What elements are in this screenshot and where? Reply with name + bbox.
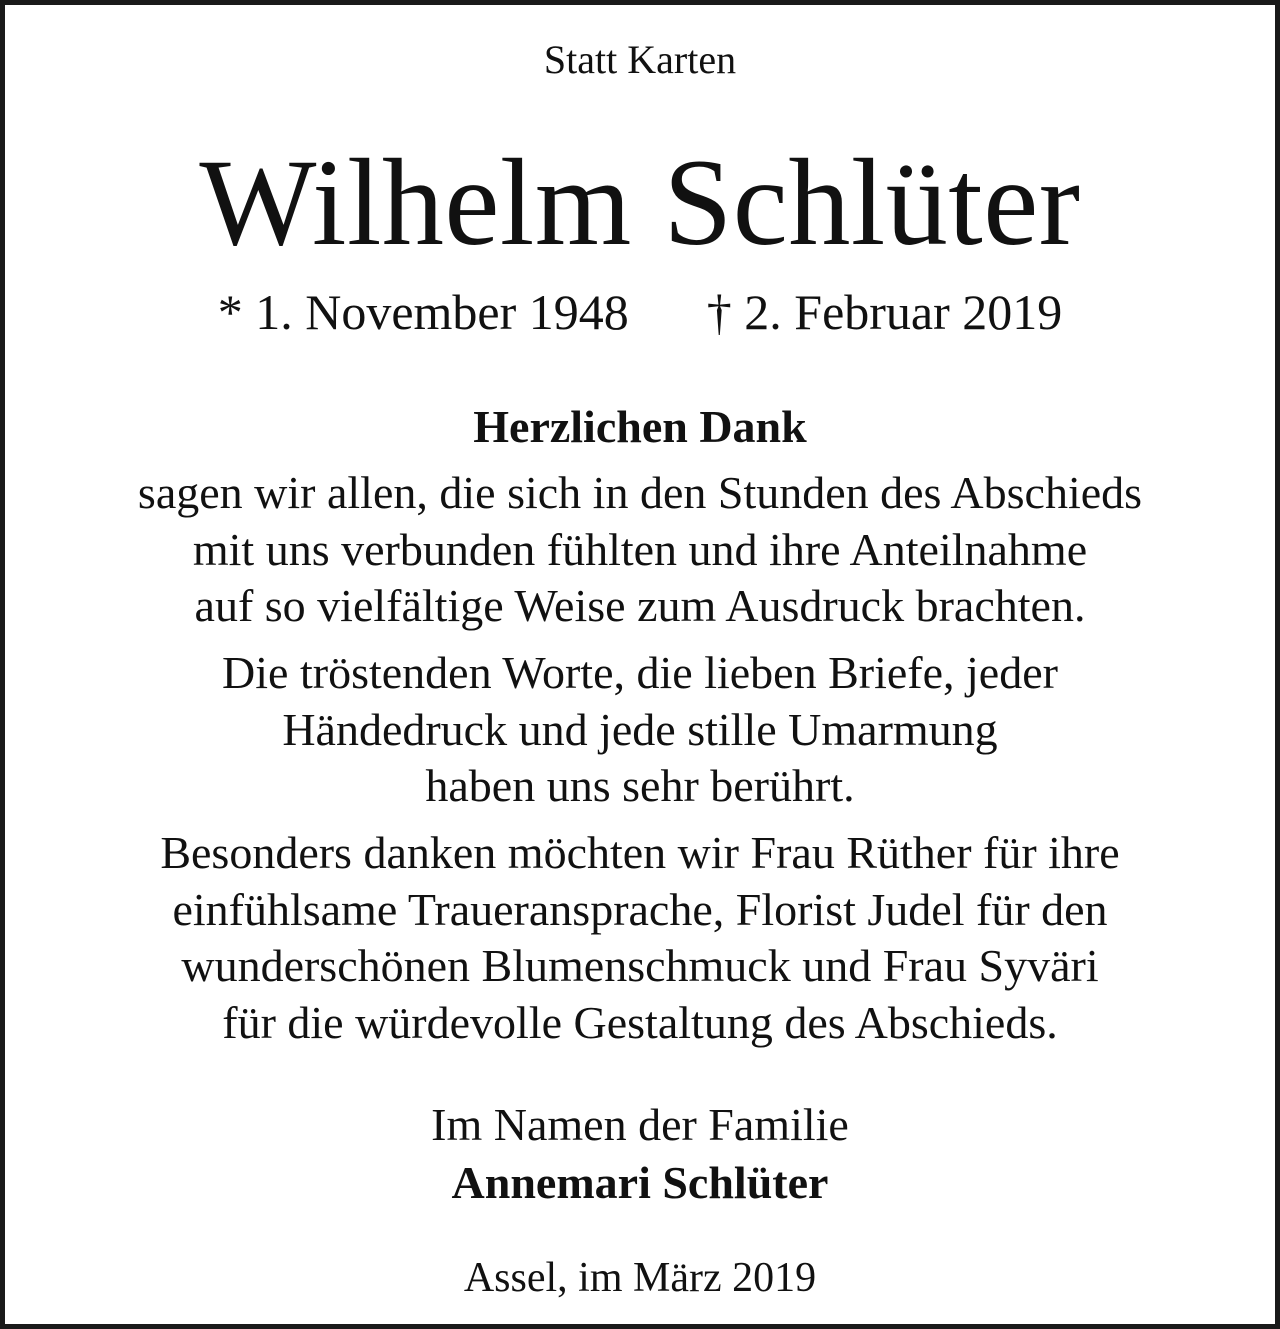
paragraph-line: haben uns sehr berührt. — [425, 760, 855, 811]
life-dates — [5, 283, 1275, 341]
paragraph-line: einfühlsame Traueransprache, Florist Judel für den — [172, 883, 1108, 935]
paragraph-line: Die tröstenden Worte, die lieben Briefe, jeder — [222, 647, 1058, 698]
paragraph-line: Besonders danken möchten wir Frau Rüther für ihre — [160, 827, 1120, 878]
paragraph-line: Händedruck und jede stille Umarmung — [282, 703, 998, 755]
paragraph-comfort — [5, 645, 1275, 815]
birth-date: * 1. November 1948 — [217, 284, 629, 340]
paragraph-line: mit uns verbunden fühlten und ihre Anteilnahme — [192, 523, 1088, 575]
death-date: † 2. Februar 2019 — [706, 284, 1063, 340]
paragraph-line: auf so vielfältige Weise zum Ausdruck brachten. — [194, 580, 1086, 631]
signer-name: Annemari Schlüter — [451, 1157, 829, 1208]
thanks-heading: Herzlichen Dank — [473, 401, 807, 452]
paragraph-thanks — [5, 465, 1275, 635]
paragraph-line: für die würdevolle Gestaltung des Abschieds. — [222, 996, 1058, 1048]
paragraph-line: wunderschönen Blumenschmuck und Frau Syväri — [181, 940, 1099, 991]
place-date: Assel, im März 2019 — [463, 1255, 817, 1301]
deceased-name: Wilhelm Schlüter — [199, 134, 1081, 271]
paragraph-line: sagen wir allen, die sich in den Stunden des Abschieds — [137, 467, 1143, 518]
closing-line: Im Namen der Familie — [431, 1099, 849, 1150]
header-note: Statt Karten — [543, 37, 737, 82]
paragraph-special-thanks — [5, 825, 1275, 1051]
